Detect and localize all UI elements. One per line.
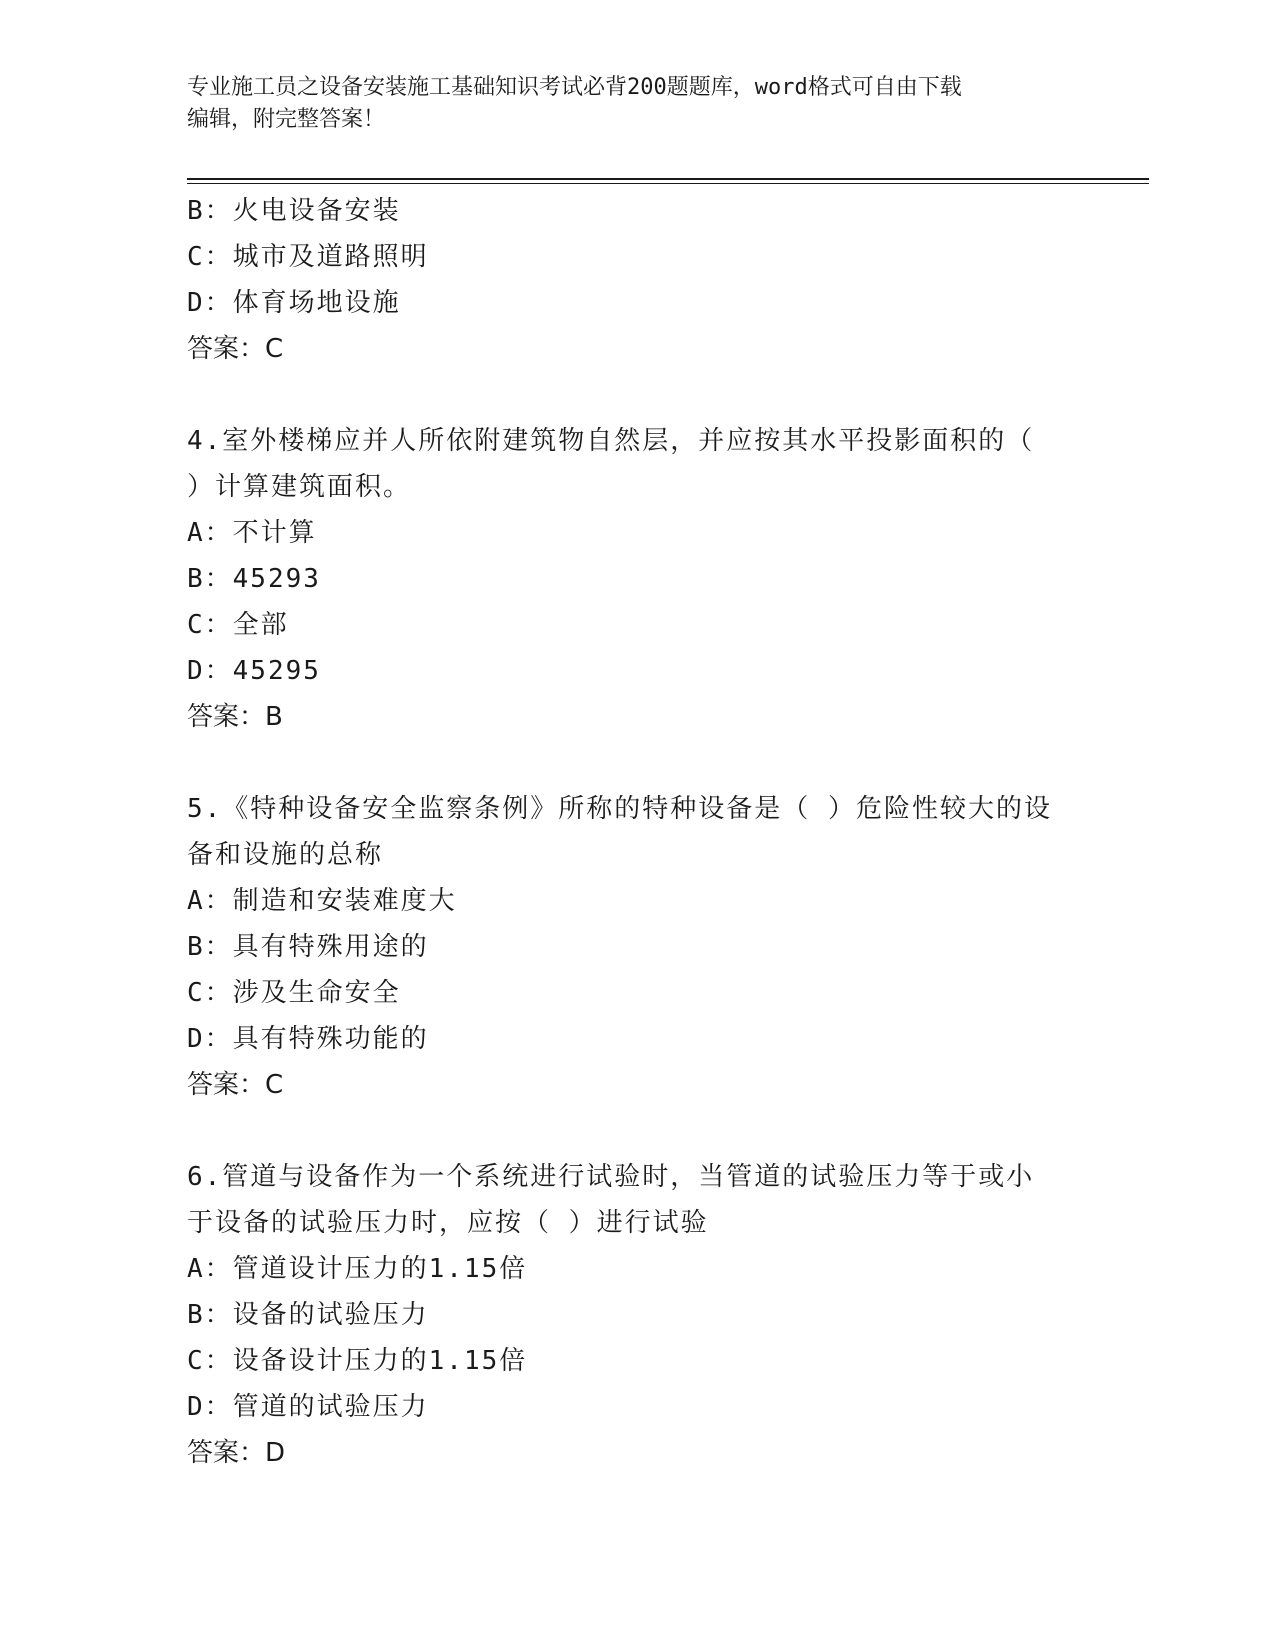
header-line-2: 编辑，附完整答案！ xyxy=(187,107,386,132)
option-a: A：不计算 xyxy=(187,518,317,548)
option-c: C：设备设计压力的1.15倍 xyxy=(187,1346,528,1376)
answer-line: 答案：B xyxy=(187,702,283,732)
answer-line: 答案：D xyxy=(187,1438,286,1468)
answer-line: 答案：C xyxy=(187,1070,284,1100)
question-stem-line: 4.室外楼梯应并人所依附建筑物自然层，并应按其水平投影面积的（ xyxy=(187,426,1035,456)
option-d: D：管道的试验压力 xyxy=(187,1392,429,1422)
question-3-continued xyxy=(187,188,1087,372)
header-divider-thin xyxy=(187,183,1149,184)
document-header xyxy=(187,72,1067,136)
option-b: B：火电设备安装 xyxy=(187,196,401,226)
question-list xyxy=(187,188,1087,1476)
option-c: C：全部 xyxy=(187,610,289,640)
option-b: B：设备的试验压力 xyxy=(187,1300,429,1330)
option-b: B：具有特殊用途的 xyxy=(187,932,429,962)
option-c: C：城市及道路照明 xyxy=(187,242,429,272)
question-stem-line: 6.管道与设备作为一个系统进行试验时，当管道的试验压力等于或小 xyxy=(187,1162,1035,1192)
question-6 xyxy=(187,1154,1087,1476)
question-stem-line: ）计算建筑面积。 xyxy=(187,472,412,502)
option-b: B：45293 xyxy=(187,564,321,594)
question-stem-line: 5.《特种设备安全监察条例》所称的特种设备是（ ）危险性较大的设 xyxy=(187,794,1052,824)
option-d: D：体育场地设施 xyxy=(187,288,401,318)
option-a: A：制造和安装难度大 xyxy=(187,886,457,916)
option-a: A：管道设计压力的1.15倍 xyxy=(187,1254,528,1284)
question-4 xyxy=(187,418,1087,740)
answer-line: 答案：C xyxy=(187,334,284,364)
option-c: C：涉及生命安全 xyxy=(187,978,401,1008)
header-line-1: 专业施工员之设备安装施工基础知识考试必背200题题库，word格式可自由下载 xyxy=(187,75,962,100)
question-stem-line: 备和设施的总称 xyxy=(187,840,384,870)
question-stem-line: 于设备的试验压力时，应按（ ）进行试验 xyxy=(187,1208,709,1238)
option-d: D：具有特殊功能的 xyxy=(187,1024,429,1054)
question-5 xyxy=(187,786,1087,1108)
header-divider xyxy=(187,178,1149,180)
option-d: D：45295 xyxy=(187,656,321,686)
